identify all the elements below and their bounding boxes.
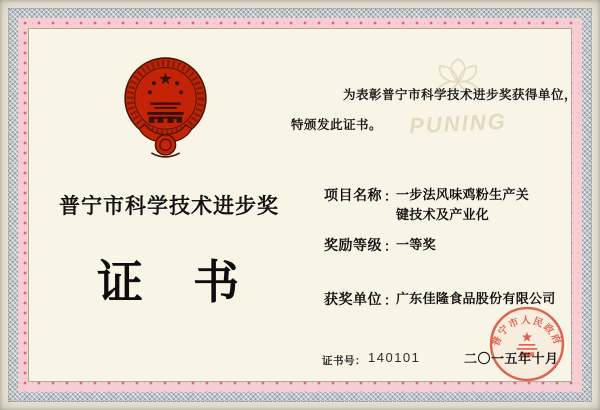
certificate-number-value: 140101 (368, 350, 421, 365)
field-award-grade (324, 235, 436, 255)
field-value: 一等奖 (396, 237, 436, 252)
watermark-text: PUNING (408, 108, 508, 139)
certno-label-text: 证书号 (322, 355, 355, 367)
intro-line-2: 特颁发此证书。 (291, 118, 383, 132)
certificate-title: 证 书 (97, 256, 241, 308)
issue-date: 二〇一五年十月 (464, 351, 559, 366)
field-label: 项目名称 (324, 187, 382, 203)
field-value: 一步法风味鸡粉生产关键技术及产业化 (396, 187, 530, 222)
field-label: 奖励等级 (324, 237, 382, 253)
official-seal (488, 305, 566, 383)
field-label: 获奖单位 (324, 291, 382, 307)
intro-line-1: 为表彰普宁市科学技术进步奖获得单位， (343, 88, 578, 102)
award-title: 普宁市科学技术进步奖 (59, 195, 279, 218)
certno-colon: ： (355, 355, 366, 367)
field-project-name (324, 185, 534, 225)
field-colon: ： (384, 189, 398, 204)
field-value: 广东佳隆食品股份有限公司 (396, 291, 556, 306)
intro-paragraph (291, 80, 583, 140)
china-national-emblem-icon (123, 56, 208, 163)
seal-text: 普宁市人民政府 (490, 315, 564, 349)
field-colon: ： (384, 293, 398, 308)
certificate-number-label (322, 353, 366, 368)
field-colon: ： (384, 239, 398, 254)
